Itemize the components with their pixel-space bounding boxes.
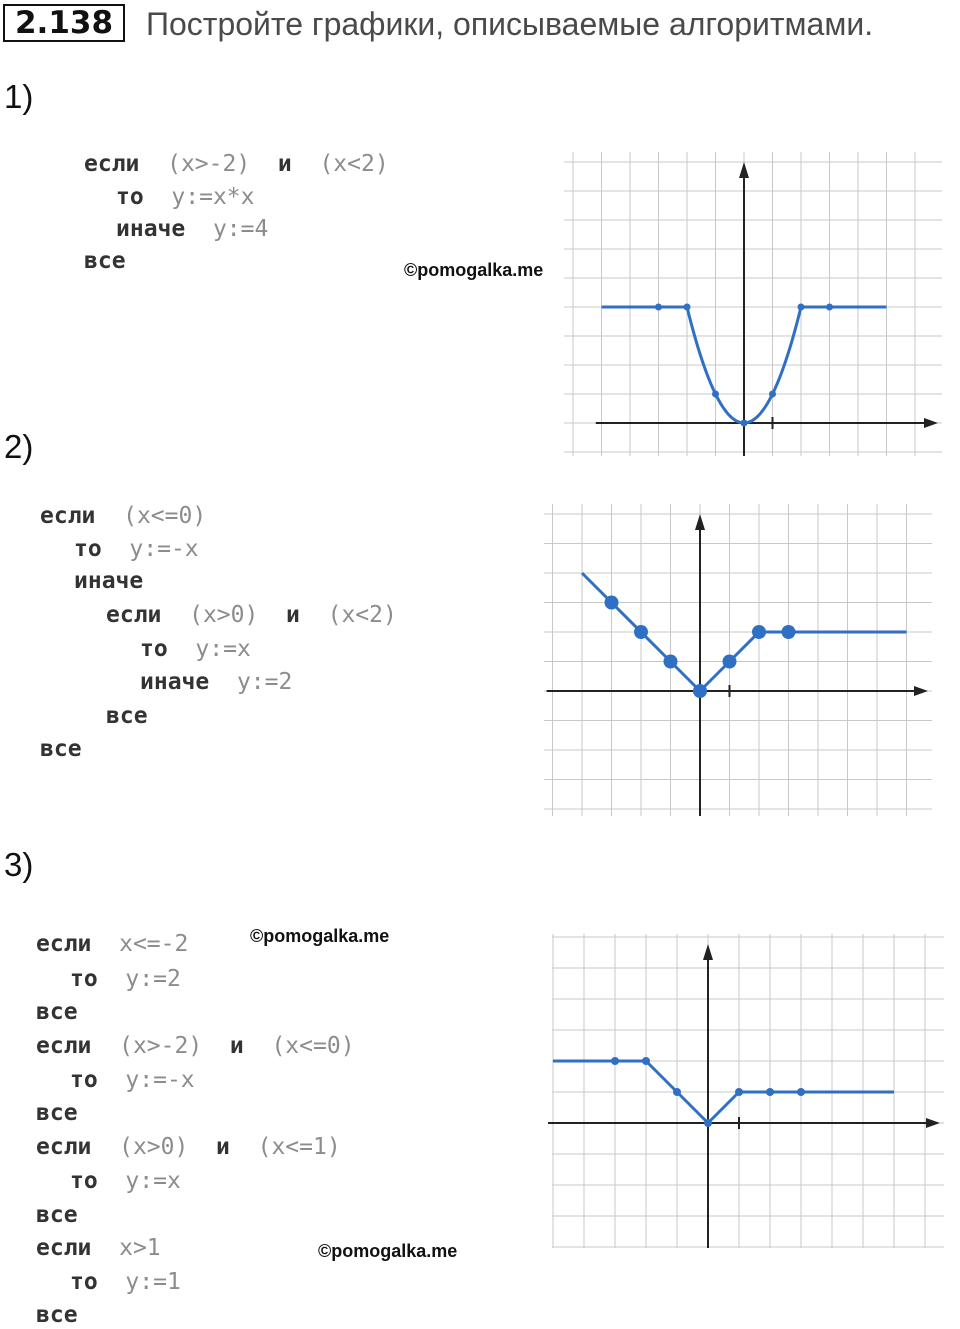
x-axis-arrow: [924, 418, 938, 428]
code-expression: x<=-2: [119, 931, 189, 957]
data-point: [798, 304, 805, 311]
x-axis-arrow: [914, 686, 928, 696]
code-line: [140, 668, 292, 696]
code-line: [70, 1268, 181, 1296]
part-2-label: 2): [4, 428, 34, 465]
code-keyword: иначе: [74, 568, 144, 594]
data-point: [766, 1088, 774, 1096]
y-axis-arrow: [739, 162, 749, 178]
code-line: [116, 183, 255, 211]
data-point: [664, 655, 678, 669]
code-line: [36, 1099, 78, 1127]
code-keyword: все: [36, 999, 78, 1025]
watermark: ©pomogalka.me: [318, 1241, 458, 1261]
data-point: [704, 1119, 712, 1127]
watermark: ©pomogalka.me: [250, 926, 390, 946]
code-expression: (x>-2): [119, 1033, 203, 1059]
code-keyword: то: [70, 1168, 98, 1194]
code-expression: (x>0): [189, 602, 259, 628]
data-point: [684, 304, 691, 311]
code-line: [84, 150, 389, 178]
code-keyword: то: [70, 966, 98, 992]
code-expression: y:=x: [195, 636, 251, 662]
code-keyword: и: [229, 1033, 244, 1059]
code-keyword: все: [106, 703, 148, 729]
code-keyword: если: [84, 151, 140, 177]
code-keyword: то: [116, 184, 144, 210]
code-expression: (x>0): [119, 1134, 189, 1160]
data-point: [797, 1088, 805, 1096]
graph-3: [548, 930, 948, 1252]
code-keyword: все: [36, 1202, 78, 1228]
data-point: [752, 625, 766, 639]
code-keyword: все: [36, 1302, 78, 1328]
y-axis-arrow: [695, 514, 705, 530]
data-point: [826, 304, 833, 311]
data-point: [741, 420, 748, 427]
data-point: [655, 304, 662, 311]
code-expression: (x<=0): [271, 1033, 355, 1059]
code-line: [70, 1167, 181, 1195]
data-point: [693, 684, 707, 698]
code-keyword: и: [277, 151, 292, 177]
code-line: [140, 635, 251, 663]
code-keyword: если: [36, 1033, 92, 1059]
code-expression: y:=x: [125, 1168, 181, 1194]
code-keyword: если: [36, 931, 92, 957]
code-keyword: если: [40, 503, 96, 529]
code-keyword: и: [216, 1134, 230, 1160]
code-expression: (x<=1): [257, 1134, 341, 1160]
code-line: [36, 1133, 341, 1161]
code-line: [36, 1201, 78, 1229]
code-keyword: все: [40, 736, 82, 762]
code-keyword: если: [106, 602, 162, 628]
data-point: [673, 1088, 681, 1096]
code-expression: y:=4: [212, 216, 269, 242]
code-expression: y:=x*x: [171, 184, 255, 210]
code-line: [36, 1234, 161, 1262]
data-point: [611, 1057, 619, 1065]
data-point: [769, 391, 776, 398]
data-point: [712, 391, 719, 398]
code-expression: (x<=0): [123, 503, 207, 529]
data-point: [735, 1088, 743, 1096]
data-point: [642, 1057, 650, 1065]
code-line: [36, 1301, 78, 1329]
y-axis-arrow: [703, 944, 713, 960]
x-axis-arrow: [926, 1118, 940, 1128]
code-line: [74, 535, 199, 563]
part-1-label: 1): [4, 78, 34, 115]
code-expression: (x>-2): [167, 151, 251, 177]
code-line: [40, 735, 82, 763]
code-keyword: все: [84, 248, 126, 274]
code-keyword: если: [36, 1235, 92, 1261]
code-expression: (x<2): [319, 151, 389, 177]
code-line: [36, 930, 188, 958]
code-keyword: если: [36, 1134, 92, 1160]
task-number: 2.138: [3, 4, 125, 42]
data-point: [782, 625, 796, 639]
code-line: [116, 215, 268, 243]
code-line: [36, 998, 78, 1026]
code-keyword: то: [70, 1067, 98, 1093]
code-expression: y:=2: [236, 669, 293, 695]
code-line: [84, 247, 126, 275]
graph-2: [540, 500, 936, 820]
data-point: [634, 625, 648, 639]
code-keyword: то: [70, 1269, 98, 1295]
code-keyword: то: [140, 636, 168, 662]
code-expression: y:=-x: [129, 536, 199, 562]
code-keyword: то: [74, 536, 102, 562]
data-point: [605, 596, 619, 610]
code-expression: (x<2): [327, 602, 397, 628]
data-point: [723, 655, 737, 669]
code-keyword: иначе: [140, 669, 210, 695]
code-line: [70, 965, 181, 993]
code-line: [40, 502, 206, 530]
code-line: [106, 702, 148, 730]
code-keyword: и: [286, 602, 300, 628]
code-line: [106, 601, 397, 629]
code-expression: y:=-x: [125, 1067, 195, 1093]
task-title: Постройте графики, описываемые алгоритмами.: [146, 6, 874, 42]
code-expression: y:=2: [125, 966, 181, 992]
code-expression: y:=1: [125, 1269, 181, 1295]
code-line: [36, 1032, 355, 1060]
code-line: [70, 1066, 195, 1094]
part-3-label: 3): [4, 846, 34, 883]
watermark: ©pomogalka.me: [404, 260, 544, 280]
code-keyword: все: [36, 1100, 78, 1126]
graph-1: [560, 148, 946, 460]
code-line: [74, 567, 143, 595]
code-expression: x>1: [119, 1235, 161, 1261]
code-keyword: иначе: [116, 216, 186, 242]
